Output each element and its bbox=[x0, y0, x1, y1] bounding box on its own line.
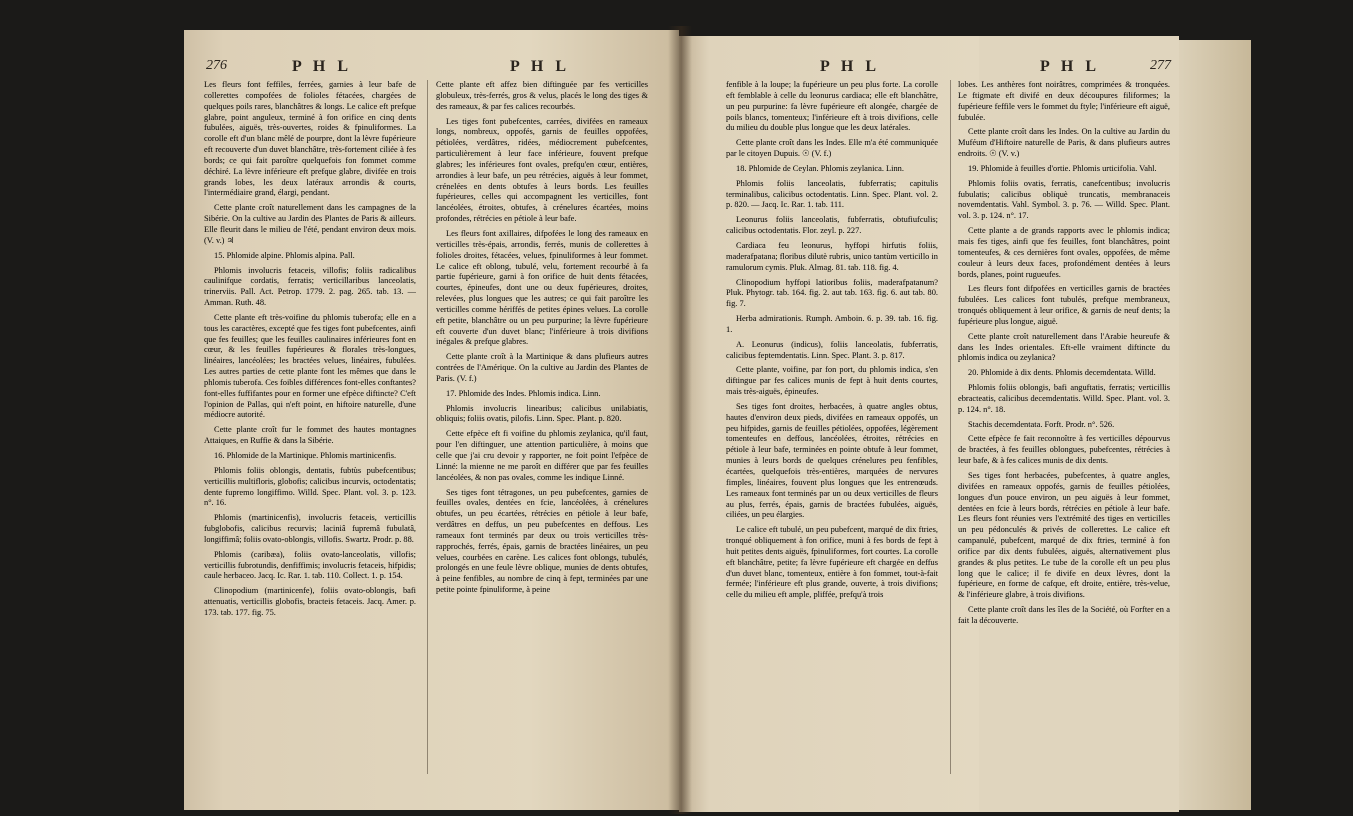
paragraph: Phlomis (martinicenfis), involucris fetaceis, verticillis fubglobofis, calicibus recurvis; laciniâ fupremâ fubulatâ, longiffimâ; foliis ovato-oblongis, villofis. Swartz. Prodr. p. 88. bbox=[204, 513, 416, 544]
paragraph: 20. Phlomide à dix dents. Phlomis decemdentata. Willd. bbox=[968, 368, 1156, 378]
paragraph: Phlomis involucris linearibus; calicibus unilabiatis, obliquis; foliis ovatis, pilofis. Linn. Spec. Plant. p. 820. bbox=[436, 403, 648, 424]
paragraph: Phlomis (caribæa), foliis ovato-lanceolatis, villofis; verticillis fubrotundis, denfiffimis; involucris fetaceis, hifpidis; caule herbaceo. Jacq. Ic. Rar. 1. tab. 110. Collect. 1. p. 154. bbox=[204, 549, 416, 581]
paragraph: Les fleurs font difpofées en verticilles garnis de bractées fubulées. Les calices font tubulés, prefque membraneux, tronqués obliquement à leur orifice, & garnis de neuf dents; la fupérieure plus longue, aiguë. bbox=[958, 284, 1170, 326]
paragraph: Cette plante, voifine, par fon port, du phlomis indica, s'en diftingue par fes calices munis de fept à huit dents courtes, mais très-aiguës, épineufes. bbox=[726, 365, 938, 397]
paragraph: Leonurus foliis lanceolatis, fubferratis, obtufiufculis; calicibus octodentatis. Flor. zeyl. p. 227. bbox=[726, 215, 938, 236]
page-number-left: 276 bbox=[206, 58, 227, 73]
paragraph: Cette plante croît dans les Indes. Elle m'a été communiquée par le citoyen Dupuis. ☉ (V. f.) bbox=[726, 138, 938, 159]
left-page-column-2 bbox=[436, 80, 648, 782]
right-page-edge bbox=[1179, 40, 1251, 810]
paragraph: Les fleurs font feffiles, ferrées, garnies à leur bafe de collerettes compofées de folioles fétacées, chargées de quelques poils rares, blanchâtres & longs. Le calice eft prefque glabre, point anguleux, terminé à fon orifice en cinq dents fubulées, aiguës, très-ouvertes, roides & fpinuliformes. La corolle eft d'un blanc mêlé de pourpre, dont la lèvre fupérieure eft recouverte d'un duvet blanchâtre, très-fortement ciliée à fes bords; ce qui fait paroître quelquefois fon fommet comme déchiré. La lèvre inférieure eft prefque glabre, divifée en trois grands lobes, les deux latéraux arrondis & courts, l'intermédiaire grand, élargi, pendant. bbox=[204, 80, 416, 198]
paragraph: Herba admirationis. Rumph. Amboin. 6. p. 39. tab. 16. fig. 1. bbox=[726, 314, 938, 334]
running-head-right-1: P H L bbox=[820, 58, 881, 75]
paragraph: Phlomis involucris fetaceis, villofis; foliis radicalibus caulinifque cordatis, ferratis; verticillaribus lanceolatis, trinerviis. Pall. Act. Petrop. 1779. 2. pag. 265. tab. 13. — Amman. Ruth. 48. bbox=[204, 265, 416, 308]
paragraph: Cette plante croît à la Martinique & dans plufieurs autres contrées de l'Amérique. On la cultive au Jardin des Plantes de Paris. (V. f.) bbox=[436, 352, 648, 383]
paragraph: 15. Phlomide alpine. Phlomis alpina. Pall. bbox=[214, 250, 355, 260]
running-head-left-2: P H L bbox=[510, 58, 571, 75]
paragraph: Cette plante eft très-voifine du phlomis tuberofa; elle en a tous les caractères, excepté que fes tiges font pubefcentes, ainfi que fes feuilles; que les feuilles caulinaires inférieures font en cœur, & les feuilles fupérieures & florales très-longues, linéaires, lancéolées; les bractées velues, linéaires, fubulées. Les autres parties de cette plante font les mêmes que dans le phlomis tuberofa. Ces foibles différences font-elles conftantes? font-elles fuffifantes pour en former une efpèce diftincte? C'eft l'opinion de Pallas, qui n'eft point, en hiftoire naturelle, d'une médiocre autorité. bbox=[204, 312, 416, 420]
paragraph: Cette plante croît dans les îles de la Société, où Forfter en a fait la découverte. bbox=[958, 605, 1170, 625]
paragraph: Clinopodium (martinicenfe), foliis ovato-oblongis, bafi attenuatis, verticillis globofis, bracteis fetaceis. Jacq. Amer. p. 173. tab. 177. fig. 75. bbox=[204, 586, 416, 617]
paragraph: Cette plante eft affez bien diftinguée par fes verticilles globuleux, très-ferrés, gros & velus, placés le long des tiges & des rameaux, & par fes calices recourbés. bbox=[436, 80, 648, 111]
paragraph: Cette efpèce fe fait reconnoître à fes verticilles dépourvus de bractées, à fes feuilles oblongues, pubefcentes, rétrécies à leur bafe, & à fes calices munis de dix dents. bbox=[958, 434, 1170, 466]
page-number-right: 277 bbox=[1150, 58, 1171, 73]
paragraph: Les fleurs font axillaires, difpofées le long des rameaux en verticilles très-épais, arrondis, ferrés, munis de collerettes à folioles droites, fétacées, velues, fpinuliformes à leur fommet. Le calice eft oblong, tubulé, velu, fortement recourbé à fa partie fupérieure, garni à fon orifice de huit dents fétacées, courtes, épineufes, dont une ou deux fupérieures, droites, relevées, plus longues que les autres; ce qui fait paroître les verticilles comme hériffés de petites épines velues. La corolle eft petite, blanchâtre ou un peu purpurine; la lèvre fupérieure eft couverte d'un duvet blanc; l'inférieure à trois divifions inégales & prefque glabres. bbox=[436, 228, 648, 347]
running-head-right-2: P H L bbox=[1040, 58, 1101, 75]
book-gutter bbox=[668, 26, 692, 814]
paragraph: Cardiaca feu leonurus, hyffopi hirfutis foliis, maderafpatana; floribus dilutè rubris, unico tantùm verticillo in ramulorum cymis. Pluk. Almag. 81. tab. 118. fig. 4. bbox=[726, 240, 938, 272]
paragraph: 19. Phlomide à feuilles d'ortie. Phlomis urticifolia. Vahl. bbox=[968, 163, 1157, 173]
paragraph: Cette efpèce eft fi voifine du phlomis zeylanica, qu'il faut, pour l'en diftinguer, une attention particulière, à moins que celle que j'ai cru devoir y rapporter, ne foit point l'efpèce de Linné: la mienne ne me paroît en différer que par fes feuilles lancéolées, & non pas ovales, comme les indique Linné. bbox=[436, 429, 648, 482]
paragraph: Cette plante croît dans les Indes. On la cultive au Jardin du Muféum d'Hiftoire naturelle de Paris, & dans plufieurs autres endroits. ☉ (V. v.) bbox=[958, 127, 1170, 159]
paragraph: Phlomis foliis oblongis, dentatis, fubtùs pubefcentibus; verticillis multifloris, globofis; calicibus incurvis, octodentatis; dente fupremo longiffimo. Willd. Spec. Plant. vol. 3. p. 123. n°. 16. bbox=[204, 465, 416, 508]
paragraph: 16. Phlomide de la Martinique. Phlomis martinicenfis. bbox=[214, 451, 397, 460]
paragraph: Cette plante croît fur le fommet des hautes montagnes Attaiques, en Ruffie & dans la Sibérie. bbox=[204, 425, 416, 446]
left-page-column-1 bbox=[204, 80, 416, 782]
paragraph: Phlomis foliis lanceolatis, fubferratis; capitulis terminalibus, calicibus octodentatis. Linn. Spec. Plant. vol. 2. p. 820. — Jacq. Ic. Rar. 1. tab. 111. bbox=[726, 178, 938, 210]
paragraph: Cette plante croît naturellement dans l'Arabie heureufe & dans les Indes orientales. Eft-elle vraiment diftincte du phlomis indica ou zeylanica? bbox=[958, 331, 1170, 363]
paragraph: Clinopodium hyffopi latioribus foliis, maderafpatanum? Pluk. Phytogr. tab. 164. fig. 2. aut tab. 163. fig. 6. aut tab. 80. fig. 7. bbox=[726, 277, 938, 309]
paragraph: 17. Phlomide des Indes. Phlomis indica. Linn. bbox=[446, 388, 601, 398]
paragraph: Ses tiges font tétragones, un peu pubefcentes, garnies de feuilles ovales, dentées en fcie, lancéolées, à crénelures obtufes, un peu écartées, rétrécies en pétiole à leur bafe, verdâtres en deffus, un peu pubefcentes en deffous. Les rameaux font terminés par deux ou trois verticilles très-rapprochés, ferrés, épais, garnis de bractées linéaires, un peu velues, courbées en carène. Les calices font oblongs, tubulés, prolongés en une feule lèvre oblique, munies de dents obtufes, à peine fenfibles, au nombre de cinq à fept, terminées par une petite pointe fpinuliforme, à peine bbox=[436, 487, 648, 595]
paragraph: Les tiges font pubefcentes, carrées, divifées en rameaux longs, nombreux, oppofés, garnis de feuilles oppofées, pétiolées, verdâtres, ridées, médiocrement pubefcentes, particulièrement à leur face inférieure, fouvent prefque glabres; les inférieures font ovales, prefqu'en cœur, entières, arrondies à leur bafe, un peu rétrécies, aiguës à leur fommet, crénelées en dents obtufes à leurs bords. Les feuilles fupérieures, celles qui accompagnent les verticilles, font lancéolées, étroites, obtufes, à crénelures écartées, moins profondes, rétrécies en pétiole à leur bafe. bbox=[436, 116, 648, 224]
paragraph: Ses tiges font droites, herbacées, à quatre angles obtus, hautes d'environ deux pieds, divifées en rameaux oppofés, un peu hifpides, garnis de feuilles pétiolées, oppofées, légèrement tomenteufes en deffous, lancéolées, étroites, rétrécies en pétiole à leur bafe, terminées en pointe obtufe à leur fommet, munies à leurs bords de quelques crénelures peu fenfibles, écartées, quelquefois très-entières, marquées de nervures fimples, linéaires, fouvent plus longues que les entrenœuds. Les rameaux font terminés par un ou deux verticilles de fleurs au plus, ferrés, épais, garnis de bractées fubulées, aiguës, ciliées, un peu élargies. bbox=[726, 401, 938, 520]
paragraph: Le calice eft tubulé, un peu pubefcent, marqué de dix ftries, tronqué obliquement à fon orifice, muni à fes bords de fept à huit petites dents aiguës, fpinuliformes, fort courtes. La corolle eft blanchâtre, petite; fa lèvre fupérieure eft chargée en deffus d'un duvet blanc, tomenteux, entière à fon fommet, tout-à-fait fermée; l'inférieure eft plus grande, ouverte, à trois divifions; celle du milieu eft ample, pliffée, prefqu'à trois bbox=[726, 525, 938, 600]
paragraph: fenfible à la loupe; la fupérieure un peu plus forte. La corolle eft femblable à celle du leonurus cardiaca; elle eft blanchâtre, un peu purpurine: fa lèvre fupérieure eft alongée, chargée de poils blancs, tomenteux; l'inférieure eft à trois divifions, celle du milieu du double plus longue que les deux latérales. bbox=[726, 80, 938, 133]
paragraph: Cette plante croît naturellement dans les campagnes de la Sibérie. On la cultive au Jardin des Plantes de Paris & ailleurs. Elle fleurit dans le milieu de l'été, pendant environ deux mois. (V. v.) ♃ bbox=[204, 203, 416, 245]
paragraph: 18. Phlomide de Ceylan. Phlomis zeylanica. Linn. bbox=[736, 163, 904, 173]
column-rule-right bbox=[950, 80, 951, 774]
running-head-left-1: P H L bbox=[292, 58, 353, 75]
paragraph: Cette plante a de grands rapports avec le phlomis indica; mais fes tiges, ainfi que fes feuilles, font blanchâtres, point tomenteufes, & ces dernières font ovales, oppofées, de même couleur à leurs deux faces, profondément dentées à leurs bords, planes, point rugueufes. bbox=[958, 226, 1170, 279]
paragraph: Ses tiges font herbacées, pubefcentes, à quatre angles, divifées en rameaux oppofés, garnis de feuilles pétiolées, longues d'un pouce environ, un peu aiguës à leur fommet, dentées en fcie à leurs bords, rétrécies en pétiole à leur bafe. Les fleurs font réunies vers l'extrémité des tiges en verticilles un peu pédonculés & privés de collerettes. Le calice eft campanulé, pubefcent, marqué de dix ftries, terminé à fon orifice par dix dents fubulées, aiguës, alternativement plus grandes & plus petites. Le tube de la corolle eft un peu plus long que le calice; il fe divife en deux lèvres, dont la fupérieure, en forme de cafque, eft droite, entière, très-velue, & l'inférieure glabre, à trois divifions. bbox=[958, 471, 1170, 600]
paragraph: Phlomis foliis oblongis, bafi anguftatis, ferratis; verticillis ebracteatis, calicibus decemdentatis. Willd. Spec. Plant. vol. 3. p. 124. n°. 18. bbox=[958, 383, 1170, 414]
paragraph: Stachis decemdentata. Forft. Prodr. n°. 526. bbox=[968, 419, 1115, 429]
right-page-column-1 bbox=[726, 80, 938, 782]
paragraph: Phlomis foliis ovatis, ferratis, canefcentibus; involucris fubulatis; calicibus obliquè truncatis, membranaceis novemdentatis. Vahl. Symbol. 3. p. 76. — Willd. Spec. Plant. vol. 3. p. 124. n°. 17. bbox=[958, 178, 1170, 221]
paragraph: lobes. Les anthères font noirâtres, comprimées & tronquées. Le ftigmate eft divifé en deux découpures filiformes; la fupérieure feffile vers le fommet du ftyle; l'inférieure eft aiguë, fubulée. bbox=[958, 80, 1170, 122]
right-page-column-2 bbox=[958, 80, 1170, 782]
paragraph: A. Leonurus (indicus), foliis lanceolatis, fubferratis, calicibus feptemdentatis. Linn. Spec. Plant. 3. p. 817. bbox=[726, 339, 938, 360]
column-rule-left bbox=[427, 80, 428, 774]
